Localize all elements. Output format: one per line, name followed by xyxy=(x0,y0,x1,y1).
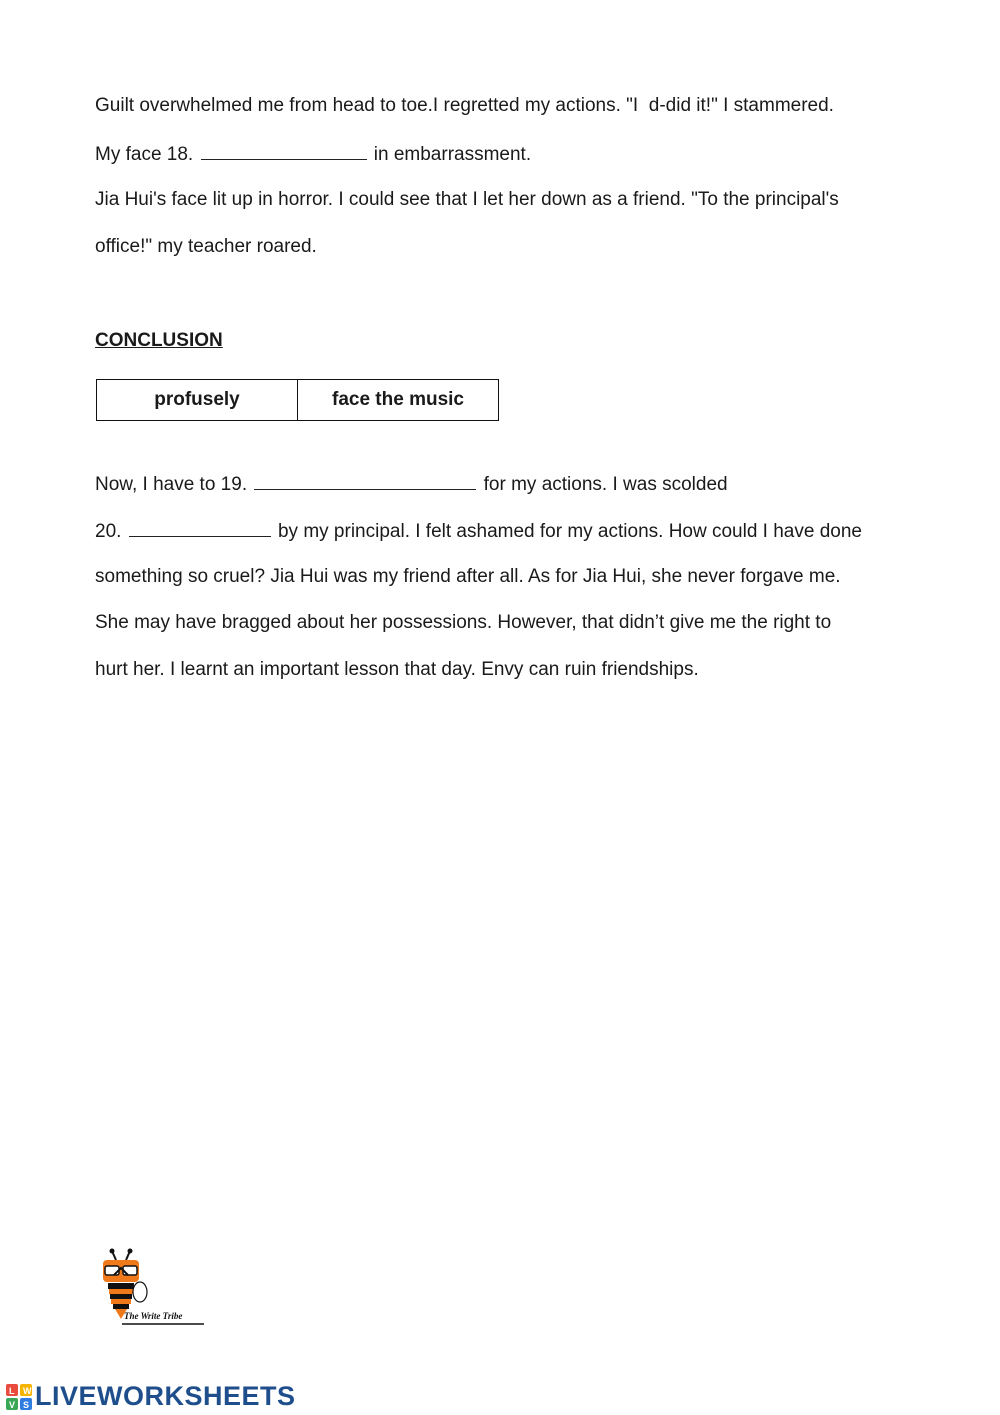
conclusion-line-2 xyxy=(95,518,862,544)
word-bank-item-profusely: profusely xyxy=(154,389,240,410)
story-line-3: Jia Hui's face lit up in horror. I could see that I let her down as a friend. "To the principal's xyxy=(95,189,839,210)
word-bank xyxy=(96,379,499,421)
conclusion-line-2-pre: 20. xyxy=(95,521,127,542)
svg-text:V: V xyxy=(9,1399,16,1410)
svg-text:W: W xyxy=(23,1385,32,1396)
conclusion-line-1 xyxy=(95,471,728,497)
blank-19[interactable] xyxy=(254,471,476,490)
conclusion-line-5: hurt her. I learnt an important lesson that day. Envy can ruin friendships. xyxy=(95,659,699,680)
story-line-4: office!" my teacher roared. xyxy=(95,236,317,257)
bee-icon xyxy=(96,1248,208,1328)
conclusion-line-2-post: by my principal. I felt ashamed for my actions. How could I have done xyxy=(272,521,862,542)
story-line-1: Guilt overwhelmed me from head to toe.I regretted my actions. "I d-did it!" I stammered. xyxy=(95,95,834,116)
liveworksheets-wordmark: LIVEWORKSHEETS xyxy=(35,1381,296,1411)
svg-text:S: S xyxy=(23,1399,30,1410)
svg-text:L: L xyxy=(9,1385,15,1396)
story-line-2-pre: My face 18. xyxy=(95,144,199,165)
word-bank-item-face-the-music: face the music xyxy=(297,380,498,420)
conclusion-line-3: something so cruel? Jia Hui was my friend after all. As for Jia Hui, she never forgave me. xyxy=(95,566,841,587)
story-line-2 xyxy=(95,141,531,167)
conclusion-heading: CONCLUSION xyxy=(95,330,223,351)
blank-18[interactable] xyxy=(201,141,367,160)
logo-caption: The Write Tribe xyxy=(124,1311,183,1321)
conclusion-line-1-pre: Now, I have to 19. xyxy=(95,474,253,495)
blank-20[interactable] xyxy=(129,518,271,537)
liveworksheets-brand[interactable] xyxy=(6,1381,296,1412)
story-line-2-post: in embarrassment. xyxy=(368,144,532,165)
conclusion-line-1-post: for my actions. I was scolded xyxy=(478,474,728,495)
liveworksheets-logo-icon xyxy=(6,1384,32,1410)
conclusion-line-4: She may have bragged about her possessions. However, that didn’t give me the right to xyxy=(95,612,832,633)
write-tribe-logo xyxy=(96,1248,208,1328)
